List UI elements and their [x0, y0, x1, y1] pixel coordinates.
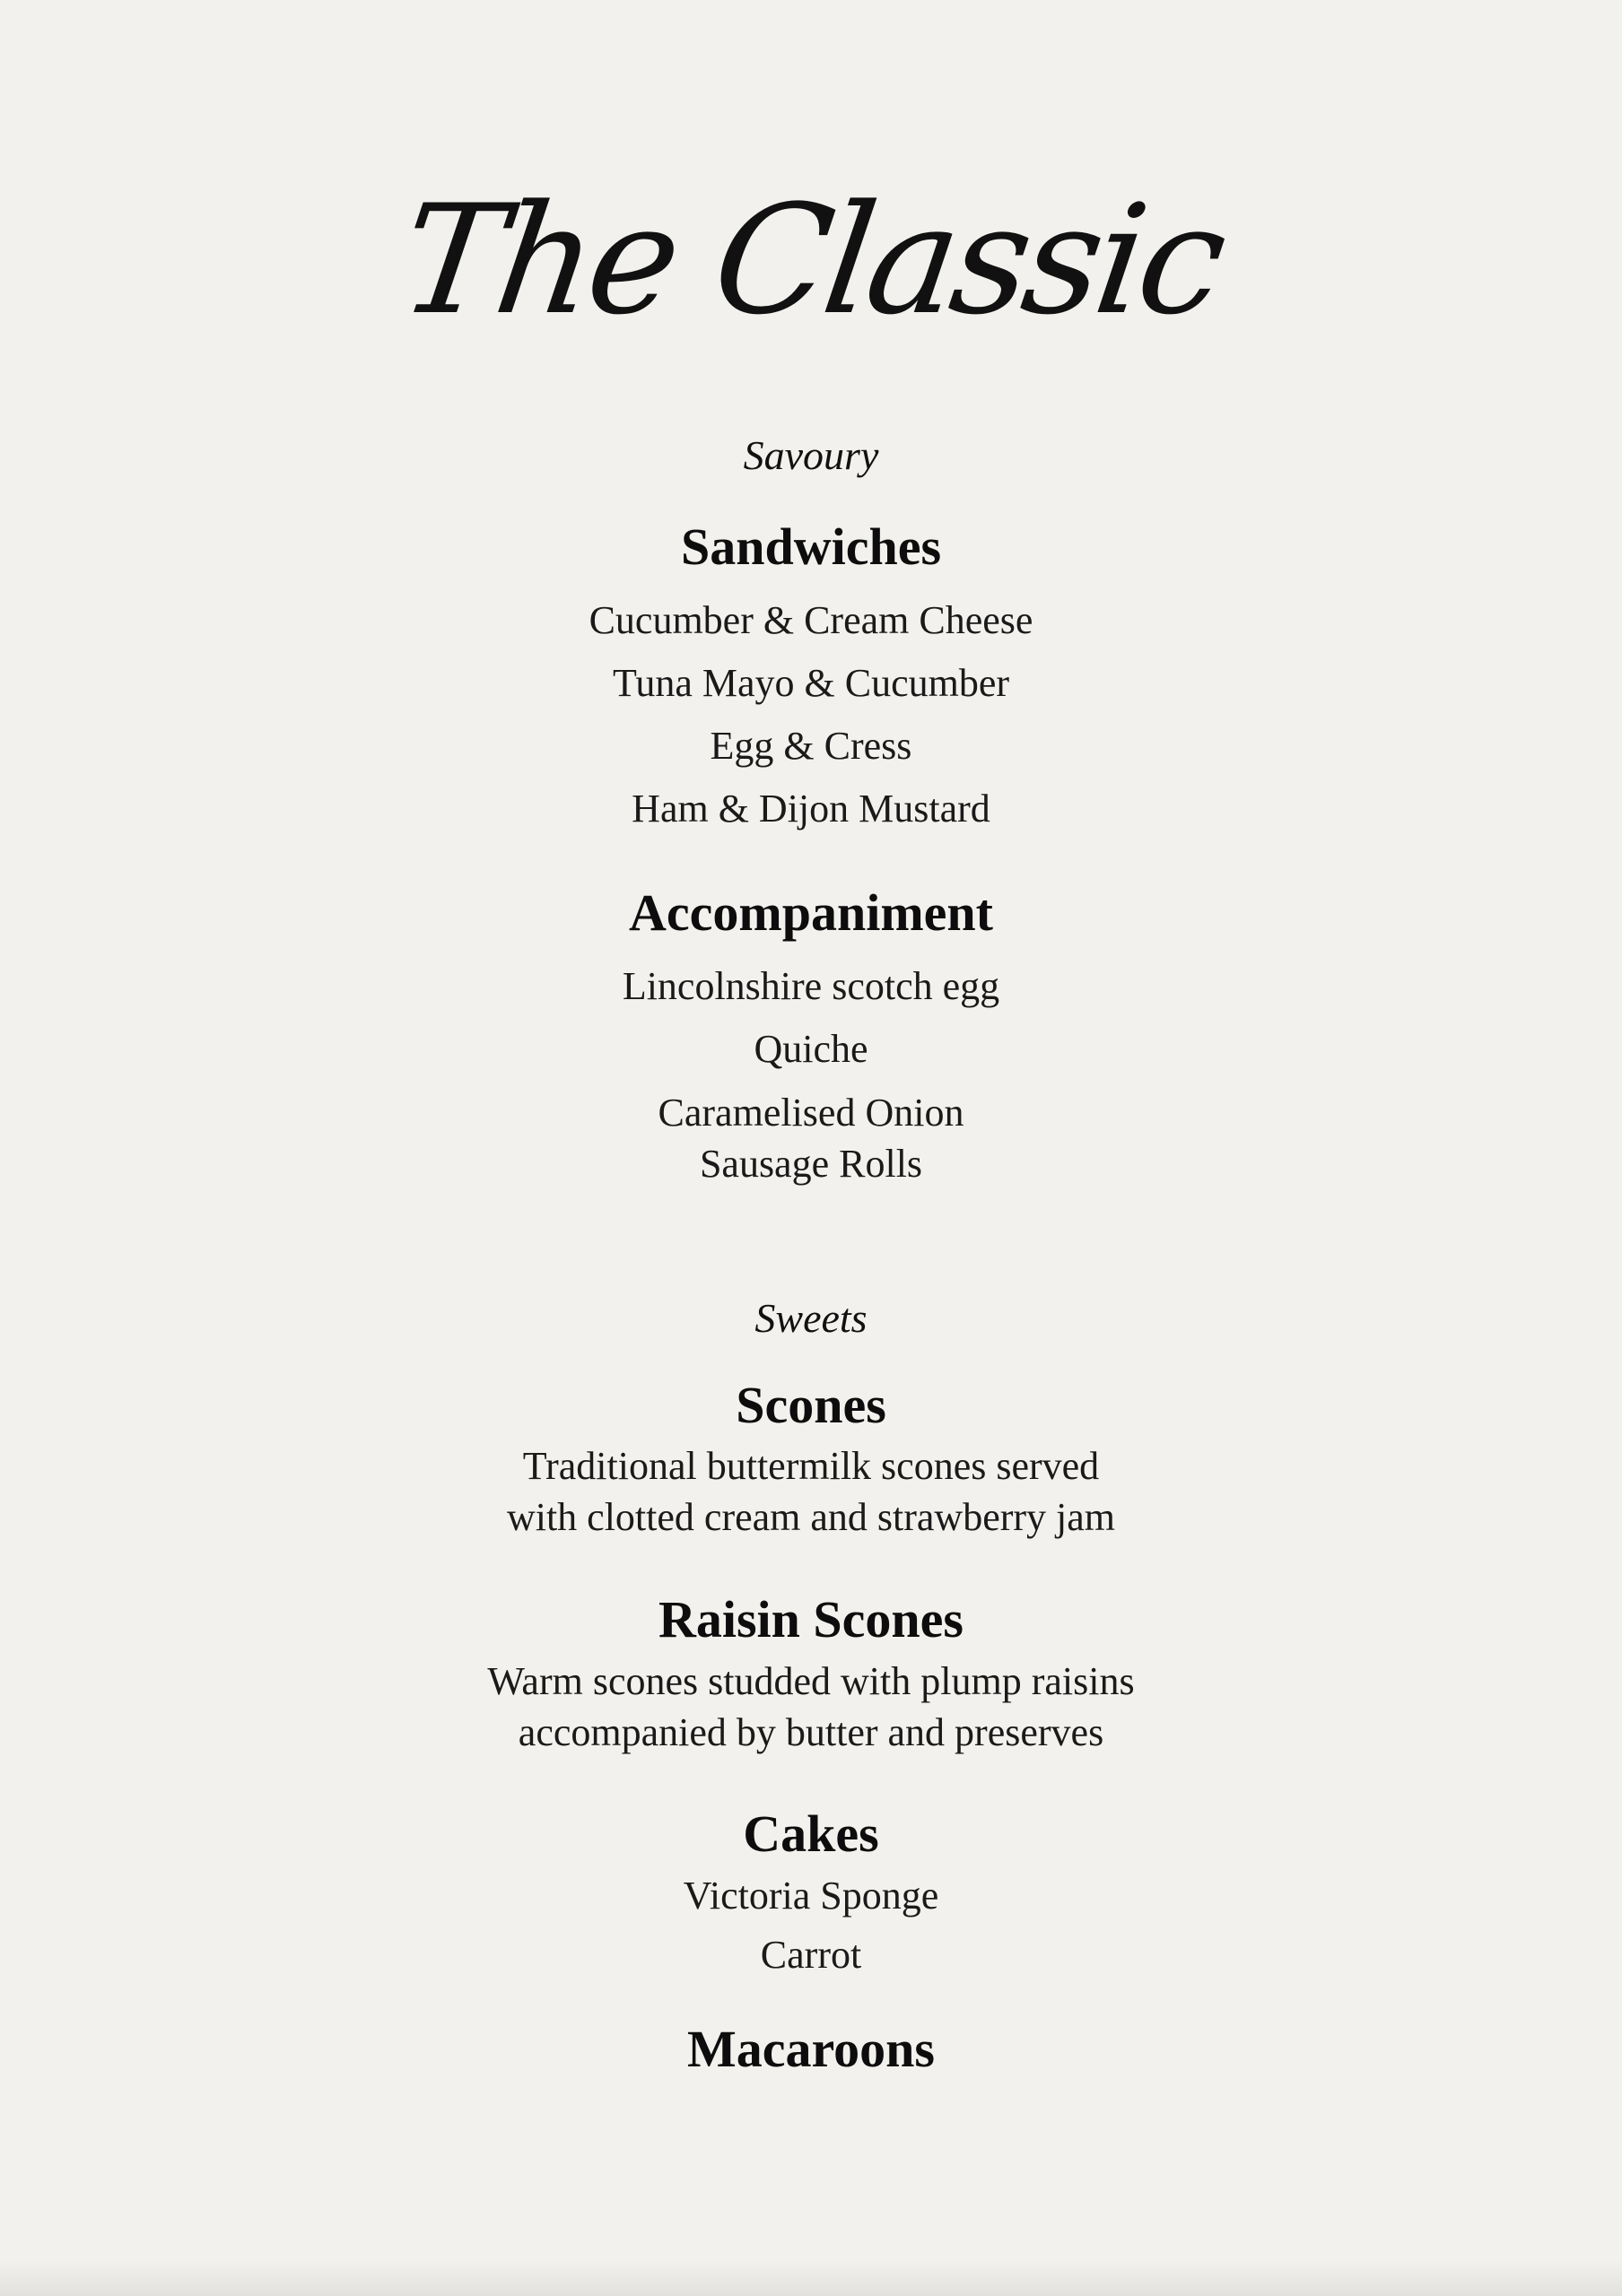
sandwiches-section: [0, 516, 1622, 578]
raisin-scones-description: [0, 1656, 1622, 1758]
cakes-heading: Cakes: [743, 1805, 879, 1863]
sandwich-item: Cucumber & Cream Cheese: [589, 598, 1033, 642]
sweets-section-label: Sweets: [754, 1295, 868, 1341]
scones-heading: Scones: [736, 1376, 886, 1434]
sandwich-item: Ham & Dijon Mustard: [632, 787, 990, 831]
cake-item: Carrot: [760, 1933, 862, 1977]
accompaniment-section: [0, 882, 1622, 944]
raisin-scones-heading: Raisin Scones: [658, 1590, 964, 1648]
scones-description: [0, 1440, 1622, 1543]
macaroons-heading: Macaroons: [686, 2020, 935, 2078]
cake-item: Victoria Sponge: [683, 1874, 939, 1918]
savoury-section-label: Savoury: [743, 432, 879, 478]
accompaniment-multiline-item: [0, 1087, 1622, 1189]
savoury-section-label-wrap: [0, 429, 1622, 483]
page-bottom-shadow: [0, 2260, 1622, 2296]
cakes-section: [0, 1803, 1622, 1866]
sweets-section-label-wrap: [0, 1292, 1622, 1345]
accompaniment-item-line: Sausage Rolls: [699, 1142, 923, 1186]
cakes-list: [0, 1866, 1622, 1985]
sandwich-item: Egg & Cress: [710, 724, 912, 768]
scones-section: [0, 1374, 1622, 1437]
raisin-scones-section: [0, 1588, 1622, 1651]
accompaniment-heading: Accompaniment: [629, 883, 993, 942]
raisin-scones-description-line: Warm scones studded with plump raisins: [487, 1659, 1135, 1703]
accompaniment-list: [0, 955, 1622, 1081]
scones-description-line: Traditional buttermilk scones served: [522, 1444, 1100, 1488]
accompaniment-item: Quiche: [754, 1027, 868, 1071]
scones-description-line: with clotted cream and strawberry jam: [506, 1495, 1116, 1539]
accompaniment-item: Lincolnshire scotch egg: [622, 964, 1000, 1008]
accompaniment-item-line: Caramelised Onion: [658, 1091, 964, 1135]
sandwiches-list: [0, 589, 1622, 840]
sandwich-item: Tuna Mayo & Cucumber: [612, 661, 1010, 705]
sandwiches-heading: Sandwiches: [680, 517, 942, 576]
menu-title: The Classic: [390, 172, 1232, 348]
macaroons-section: [0, 2018, 1622, 2081]
raisin-scones-description-line: accompanied by butter and preserves: [518, 1710, 1104, 1754]
